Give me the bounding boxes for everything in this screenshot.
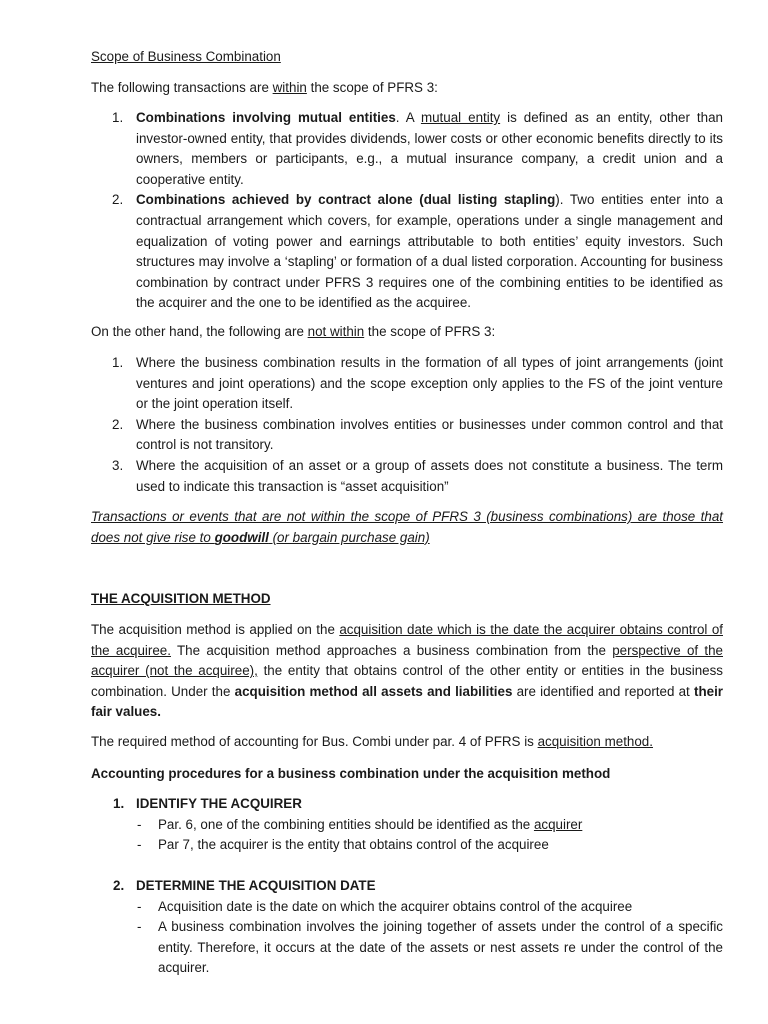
- acquisition-paragraph: [91, 620, 723, 723]
- scope-intro-text-end: the scope of PFRS 3:: [306, 80, 438, 95]
- scope-heading-text: Scope of Business Combination: [91, 49, 281, 64]
- not-within-intro-text-end: the scope of PFRS 3:: [364, 324, 496, 339]
- not-within-intro-text: On the other hand, the following are: [91, 324, 308, 339]
- not-within-intro: [91, 322, 723, 343]
- scope-intro: [91, 78, 723, 99]
- list-item: [91, 456, 723, 497]
- list-number: 1.: [112, 355, 124, 370]
- not-within-scope-list: [91, 353, 723, 497]
- required-method-paragraph: [91, 732, 723, 753]
- list-number: 2.: [112, 416, 124, 432]
- step-number: 1.: [113, 796, 125, 811]
- step-bullets: [91, 815, 723, 856]
- item-text: ). Two entities enter into a contractual arrangement which covers, for example, operations under a single management and equalization of voting power and earnings attributable to both entities’ equity investors. Such structures may involve a ‘stapling’ or formation of a dual listed corporation. Accounting for business combination by contract under PFRS 3 requires one of the combining entities to be identified as the acquirer and the one to be identified as the acquiree.: [136, 192, 723, 311]
- bold-phrase: their fair values.: [91, 683, 724, 720]
- item-title: Combinations involving mutual entities: [136, 110, 396, 125]
- step-identify-acquirer: [91, 794, 723, 856]
- list-number: 3.: [112, 457, 124, 473]
- dash-marker: -: [137, 837, 142, 853]
- dash-marker: -: [137, 919, 142, 935]
- within-underlined: within: [272, 80, 307, 95]
- step-title: IDENTIFY THE ACQUIRER: [136, 796, 302, 811]
- mutual-entity-term: mutual entity: [420, 110, 501, 125]
- procedures-heading-text: Accounting procedures for a business combination under the acquisition method: [91, 766, 611, 781]
- list-item: [91, 815, 723, 836]
- procedures-heading: [91, 764, 723, 785]
- step-determine-acquisition-date: [91, 876, 723, 979]
- list-item: [91, 917, 723, 979]
- paragraph-text: The required method of accounting for Bus. Combi under par. 4 of PFRS is: [91, 734, 538, 749]
- bold-phrase: acquisition method all assets and liabilities: [234, 683, 513, 699]
- item-text: Where the business combination involves entities or businesses under common control and that control is not transitory.: [136, 416, 723, 453]
- list-item: [91, 835, 723, 856]
- acquisition-method-term: acquisition method.: [537, 734, 653, 749]
- list-item: [91, 897, 723, 918]
- note-text-end: (or bargain purchase gain): [268, 529, 430, 545]
- not-within-underlined: not within: [307, 324, 365, 339]
- paragraph-text: are identified and reported at: [512, 683, 694, 699]
- paragraph-text: the entity that obtains control of the other entity or entities in the business combination. Under the: [91, 663, 723, 699]
- bullet-text: Par. 6, one of the combining entities should be identified as the: [158, 816, 534, 832]
- bullet-text: Acquisition date is the date on which the acquirer obtains control of the acquiree: [158, 898, 633, 914]
- scope-note: [91, 507, 723, 548]
- paragraph-text: The acquisition method is applied on the: [91, 622, 340, 637]
- item-title: Combinations achieved by contract alone (dual listing stapling: [136, 192, 556, 208]
- scope-intro-text: The following transactions are: [91, 80, 273, 95]
- list-item: [91, 415, 723, 456]
- list-number: 2.: [112, 192, 124, 208]
- item-text: Where the acquisition of an asset or a group of assets does not constitute a business. The term used to indicate this transaction is “asset acquisition”: [136, 457, 723, 494]
- bullet-text: Par 7, the acquirer is the entity that obtains control of the acquiree: [158, 837, 549, 853]
- item-text: is defined as an entity, other than investor-owned entity, that provides dividends, lower costs or other economic benefits directly to its owners, members or participants, e.g., a mutual insurance company, a credit union and a cooperative entity.: [136, 110, 723, 187]
- acquisition-heading: [91, 589, 723, 610]
- goodwill-term: goodwill: [214, 529, 269, 545]
- list-number: 1.: [112, 110, 124, 125]
- step-title: DETERMINE THE ACQUISITION DATE: [136, 878, 376, 893]
- acquirer-perspective-phrase: perspective of the acquirer (not the acquiree),: [91, 642, 723, 679]
- dash-marker: -: [137, 816, 142, 832]
- list-item: [91, 353, 723, 415]
- list-item: [91, 190, 723, 314]
- dash-marker: -: [137, 898, 142, 914]
- acquisition-heading-text: THE ACQUISITION METHOD: [91, 591, 271, 606]
- item-text: . A: [395, 110, 421, 125]
- scope-heading: [91, 47, 723, 68]
- within-scope-list: [91, 108, 723, 314]
- step-bullets: [91, 897, 723, 979]
- acquisition-date-phrase: acquisition date which is the date the acquirer obtains control of the acquiree.: [91, 622, 723, 658]
- note-text: Transactions or events that are not within the scope of PFRS 3 (business combinations) are those that does not give rise to: [91, 509, 723, 545]
- list-item: [91, 108, 723, 190]
- acquirer-term: acquirer: [533, 816, 583, 832]
- item-text: Where the business combination results in the formation of all types of joint arrangements (joint ventures and joint operations) and the scope exception only applies to the FS of the joint venture or the joint operation itself.: [136, 355, 723, 412]
- bullet-text: A business combination involves the joining together of assets under the control of a specific entity. Therefore, it occurs at the date of the assets or nest assets re under the control of the acquirer.: [158, 919, 723, 976]
- step-number: 2.: [113, 878, 125, 893]
- paragraph-text: The acquisition method approaches a business combination from the: [170, 642, 613, 658]
